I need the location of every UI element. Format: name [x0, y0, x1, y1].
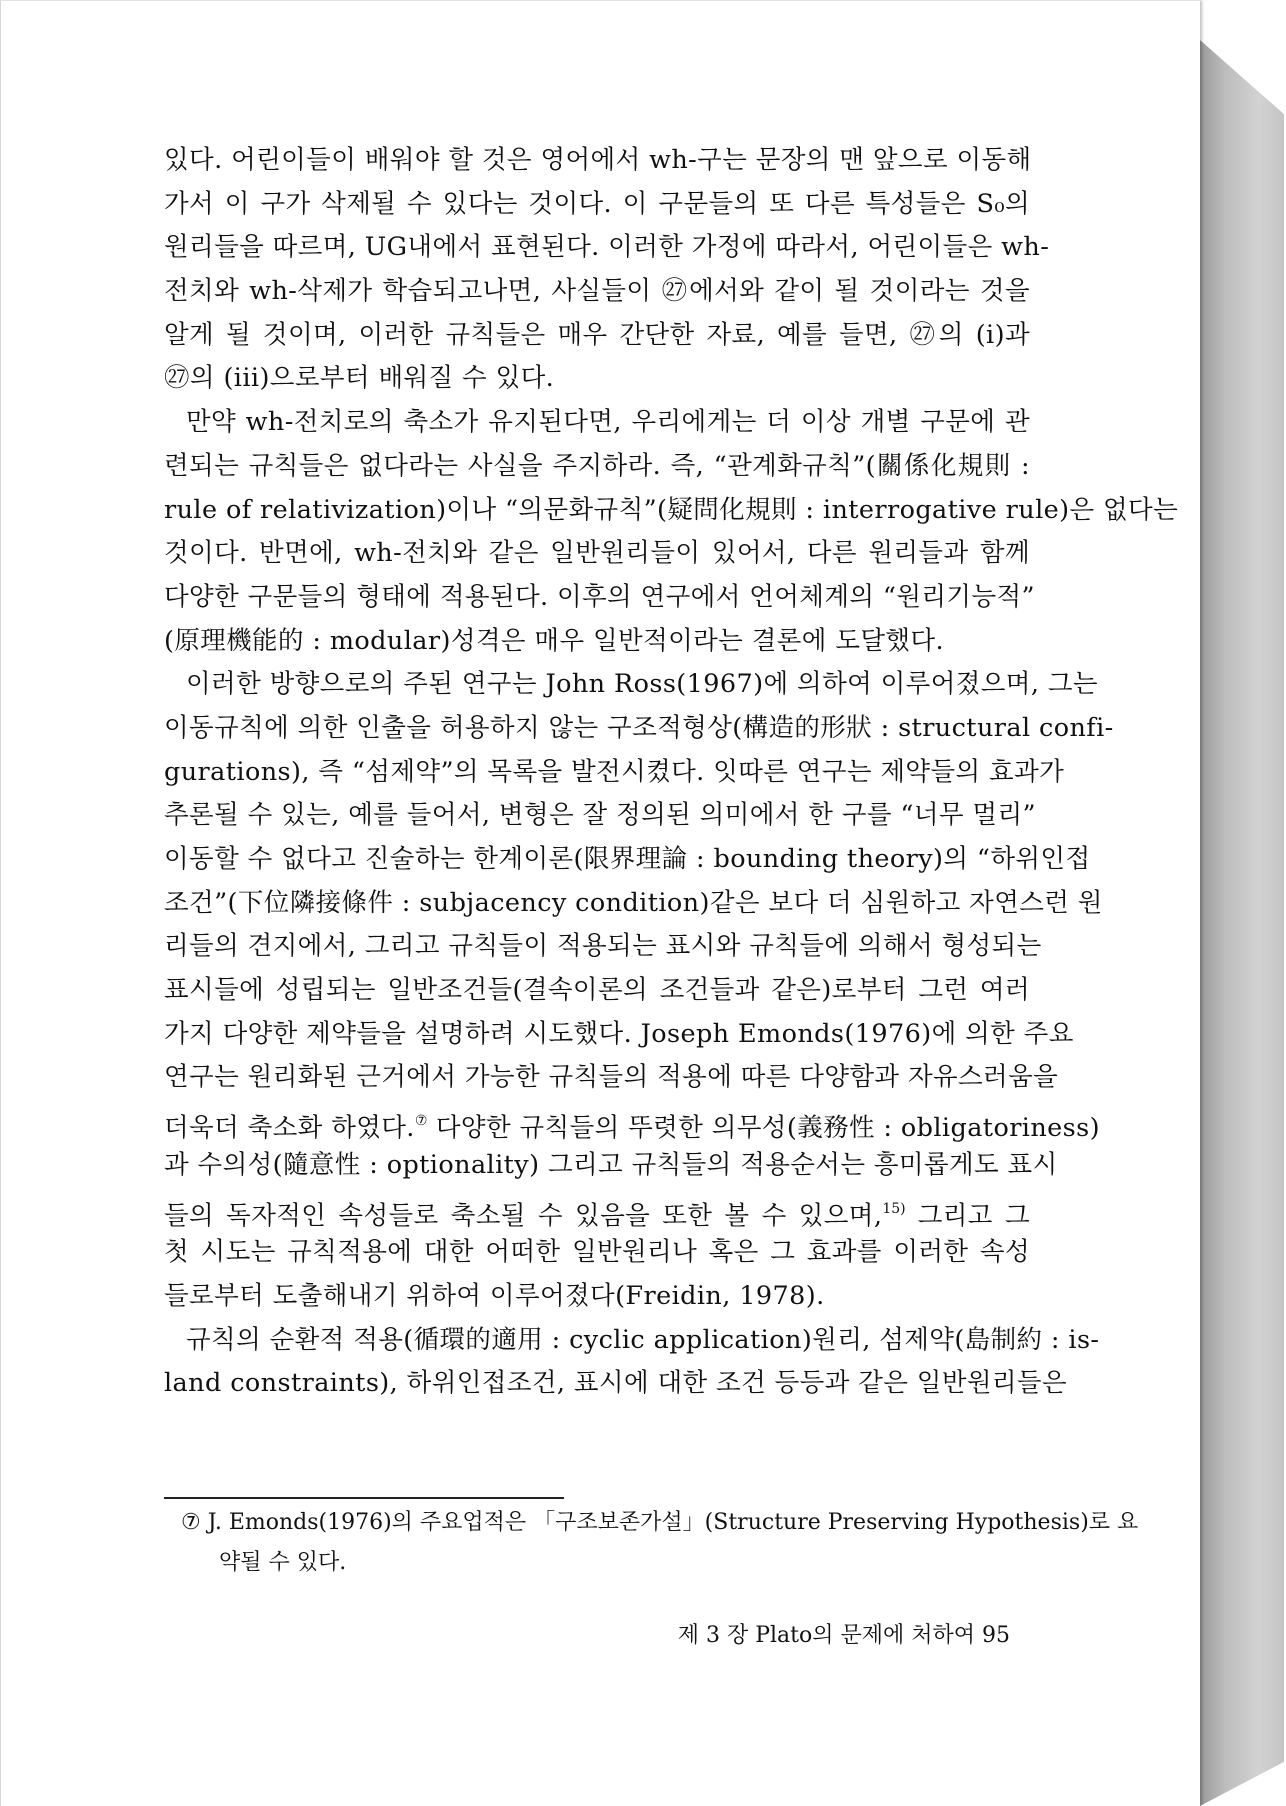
body-line: 들로부터 도출해내기 위하여 이루어졌다(Freidin, 1978).: [164, 1280, 825, 1311]
body-line: 표시들에 성립되는 일반조건들(결속이론의 조건들과 같은)로부터 그런 여러: [164, 975, 1030, 1006]
footnote-ref-15: 15): [882, 1200, 906, 1217]
body-line: 알게 될 것이며, 이러한 규칙들은 매우 간단한 자료, 예를 들면, ㉗의 (i)과: [164, 319, 1030, 350]
body-line: 가서 이 구가 삭제될 수 있다는 것이다. 이 구문들의 또 다른 특성들은 S₀의: [164, 188, 1030, 219]
footnote-line: 약될 수 있다.: [219, 1550, 347, 1575]
body-line-text: 들의 독자적인 속성들로 축소될 수 있음을 또한 볼 수 있으며,: [164, 1200, 883, 1231]
footnote-divider: [164, 1497, 564, 1499]
body-line: 이동규칙에 의한 인출을 허용하지 않는 구조적형상(構造的形狀 : structural confi-: [164, 712, 1114, 743]
body-line: 가지 다양한 제약들을 설명하려 시도했다. Joseph Emonds(1976)에 의한 주요: [164, 1018, 1074, 1049]
body-line: 추론될 수 있는, 예를 들어서, 변형은 잘 정의된 의미에서 한 구를 “너무 멀리”: [164, 800, 1036, 831]
body-line: (原理機能的 : modular)성격은 매우 일반적이라는 결론에 도달했다.: [164, 625, 944, 656]
body-line: 리들의 견지에서, 그리고 규칙들이 적용되는 표시와 규칙들에 의해서 형성되는: [164, 931, 1042, 962]
body-line: [164, 1100, 1100, 1144]
body-text: [164, 139, 1179, 1406]
body-line: ㉗의 (iii)으로부터 배워질 수 있다.: [164, 363, 555, 394]
body-line: land constraints), 하위인접조건, 표시에 대한 조건 등등과 같은 일반원리들은: [164, 1368, 1067, 1399]
body-line: 련되는 규칙들은 없다라는 사실을 주지하라. 즉, “관계화규칙”(關係化規則 :: [164, 450, 1030, 481]
footnote-line: ⑦ J. Emonds(1976)의 주요업적은 「구조보존가설」(Structure Preserving Hypothesis)로 요: [181, 1510, 1139, 1535]
body-line: gurations), 즉 “섬제약”의 목록을 발전시켰다. 잇따른 연구는 제약들의 효과가: [164, 756, 1065, 787]
body-line: 것이다. 반면에, wh-전치와 같은 일반원리들이 있어서, 다른 원리들과 함께: [164, 538, 1030, 569]
body-line: rule of relativization)이나 “의문화규칙”(疑問化規則 : interrogative rule)은 없다는: [164, 494, 1179, 525]
body-line-text: 다양한 규칙들의 뚜렷한 의무성(義務性 : obligatoriness): [427, 1113, 1100, 1144]
body-line: 조건”(下位隣接條件 : subjacency condition)같은 보다 더 심원하고 자연스런 원: [164, 887, 1103, 918]
body-line-text: 더욱더 축소화 하였다.: [164, 1113, 415, 1144]
body-line: 과 수의성(隨意性 : optionality) 그리고 규칙들의 적용순서는 흥미롭게도 표시: [164, 1149, 1058, 1180]
body-line: 첫 시도는 규칙적용에 대한 어떠한 일반원리나 혹은 그 효과를 이러한 속성: [164, 1237, 1030, 1268]
footnote-ref-7: ⑦: [414, 1113, 428, 1130]
body-line: 있다. 어린이들이 배워야 할 것은 영어에서 wh-구는 문장의 맨 앞으로 이동해: [164, 145, 1032, 175]
body-line: 이동할 수 없다고 진술하는 한계이론(限界理論 : bounding theory)의 “하위인접: [164, 844, 1091, 874]
body-line: 규칙의 순환적 적용(循環的適用 : cyclic application)원리, 섬제약(島制約 : is-: [186, 1324, 1100, 1355]
body-line: 다양한 구문들의 형태에 적용된다. 이후의 연구에서 언어체계의 “원리기능적”: [164, 581, 1035, 612]
body-line: 원리들을 따르며, UG내에서 표현된다. 이러한 가정에 따라서, 어린이들은 wh-: [164, 232, 1050, 263]
body-line: 연구는 원리화된 근거에서 가능한 규칙들의 적용에 따른 다양함과 자유스러움을: [164, 1062, 1059, 1093]
body-line: [164, 1188, 1030, 1232]
running-footer: 제 3 장 Plato의 문제에 처하여 95: [677, 1623, 1010, 1648]
body-line: 만약 wh-전치로의 축소가 유지된다면, 우리에게는 더 이상 개별 구문에 관: [186, 407, 1030, 438]
book-page-edge: [1200, 40, 1284, 1806]
body-line: 이러한 방향으로의 주된 연구는 John Ross(1967)에 의하여 이루어졌으며, 그는: [186, 669, 1098, 700]
footnote: [181, 1503, 1139, 1583]
body-line: 전치와 wh-삭제가 학습되고나면, 사실들이 ㉗에서와 같이 될 것이라는 것을: [164, 276, 1030, 307]
body-line-text: 그리고 그: [905, 1200, 1030, 1231]
